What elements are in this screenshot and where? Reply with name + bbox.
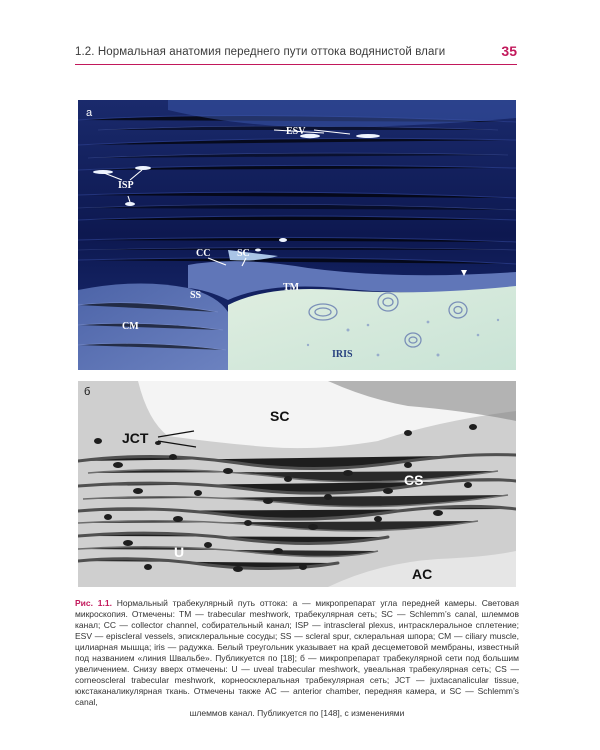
label-ac: AC: [412, 566, 433, 582]
caption-label: Рис. 1.1.: [75, 598, 112, 608]
figure-caption: [75, 598, 519, 719]
label-isp: ISP: [118, 180, 134, 191]
label-ss: SS: [190, 290, 202, 301]
figure-a-micrograph: [78, 100, 516, 370]
label-cm: CM: [122, 321, 139, 332]
page-number: 35: [501, 43, 517, 59]
label-jct: JCT: [122, 430, 149, 446]
label-u: U: [174, 544, 185, 560]
label-tm: TM: [283, 282, 300, 293]
label-sc: SC: [237, 248, 250, 259]
figure-b-panel-letter: б: [84, 386, 91, 398]
label-cc: CC: [196, 248, 211, 259]
figure-a-panel-letter: а: [86, 107, 93, 119]
label-cs: CS: [404, 472, 424, 488]
caption-last-line: шлеммов канал. Публикуется по [148], с изменениями: [189, 708, 405, 718]
running-header: [75, 42, 517, 64]
running-title: 1.2. Нормальная анатомия переднего пути оттока водянистой влаги: [75, 46, 446, 58]
figure-b-micrograph: [78, 381, 516, 587]
label-sc-b: SC: [270, 408, 290, 424]
label-iris: IRIS: [332, 349, 353, 360]
caption-text: Нормальный трабекулярный путь оттока: а — микропрепарат угла передней камеры. Световая микроскопия. Отмечены: TM — trabecular meshwork, трабекулярная сеть; SC — Schlemm’s canal, шлеммов канал; CC — collector channel, собирательный канал; ISP — intrascleral plexus, интрасклеральное сплетение; ESV — episcleral vessels, эписклеральные сосуды; SS — scleral spur, склеральная шпора; CM — ciliary muscle, цилиарная мышца; iris — радужка. Белый треугольник указывает на край десцеметовой мембраны, известный под названием «линия Швальбе». Публикуется по [18]; б — микропрепарат трабекулярной сети под большим увеличением. Снизу вверх отмечены: U — uveal trabecular meshwork, увеальная трабекулярная сеть; CS — corneoscleral trabecular meshwork, корнеосклеральная трабекулярная сеть; JCT — juxtacanalicular tissue, юкстаканаликулярная ткань. Отмечены также AC — anterior chamber, передняя камера, и SC — Schlemm’s canal,: [75, 598, 519, 707]
header-rule: [75, 64, 517, 65]
label-esv: ESV: [286, 126, 306, 137]
